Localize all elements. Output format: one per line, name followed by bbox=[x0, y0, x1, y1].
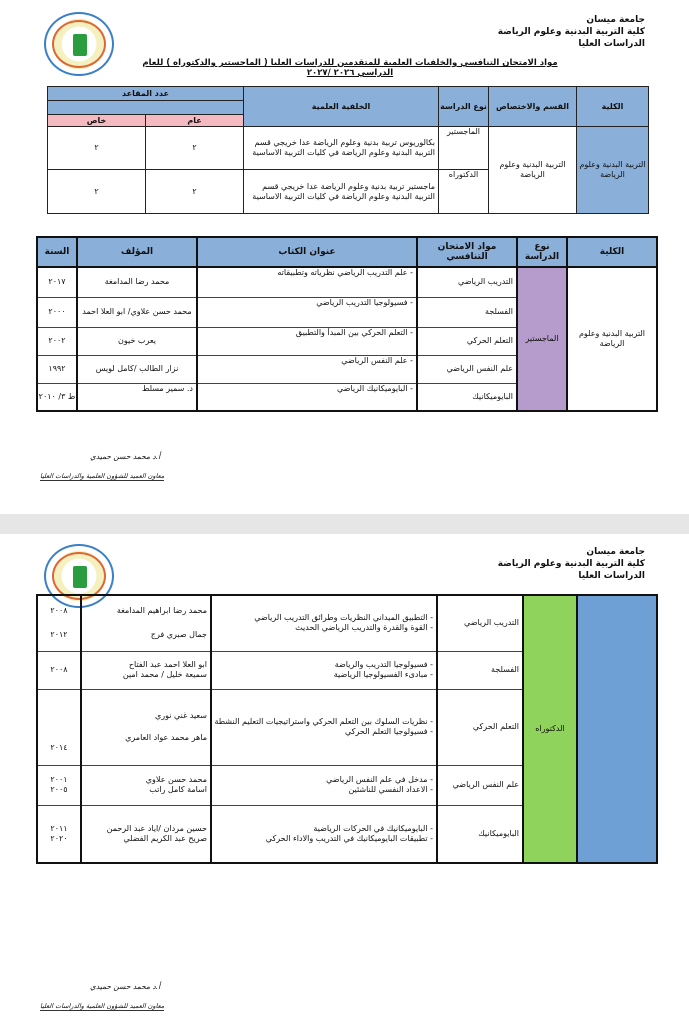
university-name: جامعة ميسان bbox=[586, 547, 645, 557]
author-cell: د. سمير مسلط bbox=[77, 383, 197, 411]
study-type-cell: الماجستير bbox=[517, 267, 567, 411]
year-cell: ٢٠٠٠ bbox=[37, 297, 77, 327]
document-header bbox=[498, 14, 645, 50]
author-cell: ابو العلا احمد عبد الفتاح سميعة خليل / محمد امين bbox=[81, 651, 211, 689]
background-cell: ماجستير تربية بدنية وعلوم الرياضة عدا خريجي قسم التربية البدنية وعلوم الرياضة في كليات التربية الاساسية bbox=[244, 170, 439, 214]
year-cell: ٢٠١٤ bbox=[37, 689, 81, 765]
table-row bbox=[37, 267, 657, 297]
header-book: عنوان الكتاب bbox=[197, 237, 417, 267]
subject-cell: البايوميكانيك bbox=[417, 383, 517, 411]
book-cell: - البايوميكانيك في الحركات الرياضية - تطبيقات البايوميكانيك في التدريب والاداء الحركي bbox=[211, 805, 437, 863]
phd-books-table bbox=[36, 594, 658, 864]
book-cell: - فسيولوجيا التدريب والرياضة - مبادىء الفسيولوجيا الرياضية bbox=[211, 651, 437, 689]
year-cell: ٢٠٠٨ bbox=[37, 651, 81, 689]
header-author: المؤلف bbox=[77, 237, 197, 267]
year-cell: ٢٠١١ ٢٠٢٠ bbox=[37, 805, 81, 863]
college-name: كلية التربية البدنية وعلوم الرياضة bbox=[497, 559, 645, 569]
seats-table bbox=[47, 86, 649, 214]
background-cell: بكالوريوس تربية بدنية وعلوم الرياضة عدا خريجي قسم التربية البدنية وعلوم الرياضة في كليات التربية الاساسية bbox=[244, 127, 439, 170]
subject-cell: التعلم الحركي bbox=[417, 327, 517, 355]
header-study-type: نوع الدراسة bbox=[439, 87, 489, 127]
header-study-type: نوع الدراسة bbox=[517, 237, 567, 267]
year-cell: ٢٠١٧ bbox=[37, 267, 77, 297]
header-private: خاص bbox=[48, 115, 146, 127]
signature-name: أ.د محمد حسن حميدي bbox=[90, 452, 161, 461]
signature-name: أ.د محمد حسن حميدي bbox=[90, 982, 161, 991]
header-college: الكلية bbox=[577, 87, 649, 127]
table-row bbox=[37, 595, 657, 651]
subject-cell: علم النفس الرياضي bbox=[437, 765, 523, 805]
general-seats-cell: ٢ bbox=[146, 127, 244, 170]
subject-cell: علم النفس الرياضي bbox=[417, 355, 517, 383]
college-name: كلية التربية البدنية وعلوم الرياضة bbox=[497, 27, 645, 37]
year-cell: ٢٠٠١ ٢٠٠٥ bbox=[37, 765, 81, 805]
college-cell: التربية البدنية وعلوم الرياضة bbox=[567, 267, 657, 411]
header-dept: القسم والاختصاص bbox=[489, 87, 577, 127]
subject-cell: الفسلجة bbox=[417, 297, 517, 327]
book-cell: - علم النفس الرياضي bbox=[197, 355, 417, 383]
private-seats-cell: ٢ bbox=[48, 170, 146, 214]
header-general: عام bbox=[146, 115, 244, 127]
college-cell bbox=[577, 595, 657, 863]
document-title: مواد الامتحان التنافسي والخلفيات العلمية للمتقدمين للدراسات العليا ( الماجستير والدكتوراه ) للعام الدراسي ٢٠٢٦ /٢٠٢٧ bbox=[142, 58, 558, 78]
university-name: جامعة ميسان bbox=[586, 15, 645, 25]
year-cell: ٢٠٠٨ ٢٠١٢ bbox=[37, 595, 81, 651]
college-cell: التربية البدنية وعلوم الرياضة bbox=[577, 127, 649, 214]
author-cell: نزار الطالب /كامل لويس bbox=[77, 355, 197, 383]
document-page-2 bbox=[0, 534, 689, 1024]
masters-books-table bbox=[36, 236, 658, 412]
subject-cell: التدريب الرياضي bbox=[437, 595, 523, 651]
subject-cell: البايوميكانيك bbox=[437, 805, 523, 863]
table-row bbox=[48, 127, 649, 170]
dept-cell: التربية البدنية وعلوم الرياضة bbox=[489, 127, 577, 214]
department-name: الدراسات العليا bbox=[578, 39, 645, 49]
book-cell: - البايوميكانيك الرياضي bbox=[197, 383, 417, 411]
header-year: السنة bbox=[37, 237, 77, 267]
author-cell: محمد حسن علاوي اسامة كامل راتب bbox=[81, 765, 211, 805]
study-type-cell: الدكتوراه bbox=[523, 595, 577, 863]
book-cell: - التعلم الحركي بين المبدأ والتطبيق bbox=[197, 327, 417, 355]
subject-cell: الفسلجة bbox=[437, 651, 523, 689]
book-cell: - علم التدريب الرياضي نظرياته وتطبيقاته bbox=[197, 267, 417, 297]
header-background: الخلفية العلمية bbox=[244, 87, 439, 127]
header-college: الكلية bbox=[567, 237, 657, 267]
department-name: الدراسات العليا bbox=[578, 571, 645, 581]
author-cell: حسين مردان /اياد عبد الرحمن صريح عبد الكريم الفضلي bbox=[81, 805, 211, 863]
book-cell: - نظريات السلوك بين التعلم الحركي واستراتيجيات التعليم النشطة - فسيولوجيا التعلم الحركي bbox=[211, 689, 437, 765]
general-seats-cell: ٢ bbox=[146, 170, 244, 214]
header-seats: عدد المقاعد bbox=[48, 87, 244, 101]
subject-cell: التدريب الرياضي bbox=[417, 267, 517, 297]
study-type-cell: الماجستير bbox=[439, 127, 489, 170]
book-cell: - فسيولوجيا التدريب الرياضي bbox=[197, 297, 417, 327]
author-cell: محمد حسن علاوي/ ابو العلا احمد bbox=[77, 297, 197, 327]
author-cell: يعرب خيون bbox=[77, 327, 197, 355]
study-type-cell: الدكتوراه bbox=[439, 170, 489, 214]
private-seats-cell: ٢ bbox=[48, 127, 146, 170]
header-subject: مواد الامتحان التنافسي bbox=[417, 237, 517, 267]
year-cell: ١٩٩٢ bbox=[37, 355, 77, 383]
author-cell: سعيد غني نوري ماهر محمد عواد العامري bbox=[81, 689, 211, 765]
author-cell: محمد رضا ابراهيم المدامغة جمال صبري فرج bbox=[81, 595, 211, 651]
signature-role: معاون العميد للشؤون العلمية والدراسات العليا bbox=[40, 472, 165, 480]
document-header bbox=[498, 546, 645, 582]
signature-role: معاون العميد للشؤون العلمية والدراسات العليا bbox=[40, 1002, 165, 1010]
author-cell: محمد رضا المدامغة bbox=[77, 267, 197, 297]
book-cell: - مدخل في علم النفس الرياضي - الاعداد النفسي للناشئين bbox=[211, 765, 437, 805]
subject-cell: التعلم الحركي bbox=[437, 689, 523, 765]
year-cell: ٢٠٠٢ bbox=[37, 327, 77, 355]
year-cell: ط ٣/ ٢٠١٠ bbox=[37, 383, 77, 411]
book-cell: - التطبيق الميداني النظريات وطرائق التدريب الرياضي - القوة والقدرة والتدريب الرياضي الحديث bbox=[211, 595, 437, 651]
university-logo bbox=[44, 12, 114, 76]
